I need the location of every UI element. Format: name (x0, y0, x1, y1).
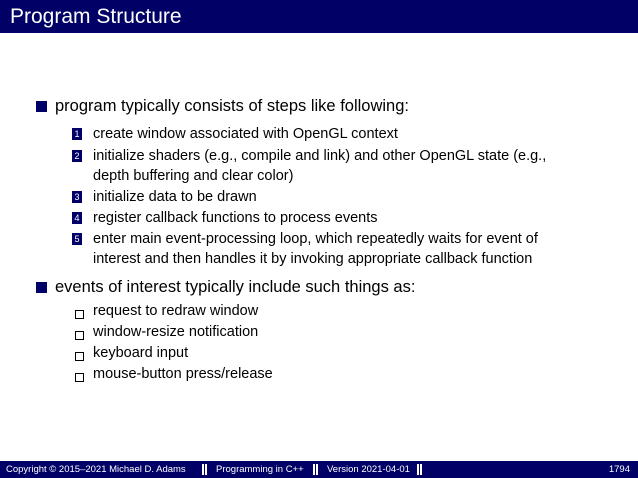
step-1-line-1: create window associated with OpenGL context (93, 126, 398, 142)
step-number-2: 2 (72, 150, 82, 162)
footer-page-number: 1794 (608, 464, 630, 475)
step-number-5: 5 (72, 233, 82, 245)
event-item-3: keyboard input (93, 345, 189, 361)
step-4-line-1: register callback functions to process events (93, 210, 378, 226)
hollow-square-icon (75, 352, 84, 361)
bullet-square-icon (36, 101, 47, 112)
step-5-line-1: enter main event-processing loop, which repeatedly waits for event of (93, 231, 538, 247)
step-number-3: 3 (72, 191, 82, 203)
hollow-square-icon (75, 373, 84, 382)
footer-separator (417, 464, 422, 475)
event-item-1: request to redraw window (93, 303, 259, 319)
footer-separator (202, 464, 207, 475)
event-item-2: window-resize notification (93, 324, 259, 340)
hollow-square-icon (75, 310, 84, 319)
step-2-line-1: initialize shaders (e.g., compile and link) and other OpenGL state (e.g., (93, 148, 547, 164)
step-number-4: 4 (72, 212, 82, 224)
footer-book-title: Programming in C++ (216, 464, 304, 475)
step-number-1: 1 (72, 128, 82, 140)
step-3-line-1: initialize data to be drawn (93, 189, 257, 205)
hollow-square-icon (75, 331, 84, 340)
footer-version: Version 2021-04-01 (327, 464, 410, 475)
bullet-2-text: events of interest typically include such things as: (55, 278, 416, 296)
step-2-line-2: depth buffering and clear color) (93, 168, 294, 184)
footer-copyright: Copyright © 2015–2021 Michael D. Adams (6, 464, 186, 475)
bullet-1-text: program typically consists of steps like following: (55, 97, 409, 115)
step-5-line-2: interest and then handles it by invoking appropriate callback function (93, 251, 533, 267)
bullet-square-icon (36, 282, 47, 293)
slide-title: Program Structure (10, 5, 182, 28)
event-item-4: mouse-button press/release (93, 366, 273, 382)
footer-bar (0, 461, 638, 478)
footer-separator (313, 464, 318, 475)
